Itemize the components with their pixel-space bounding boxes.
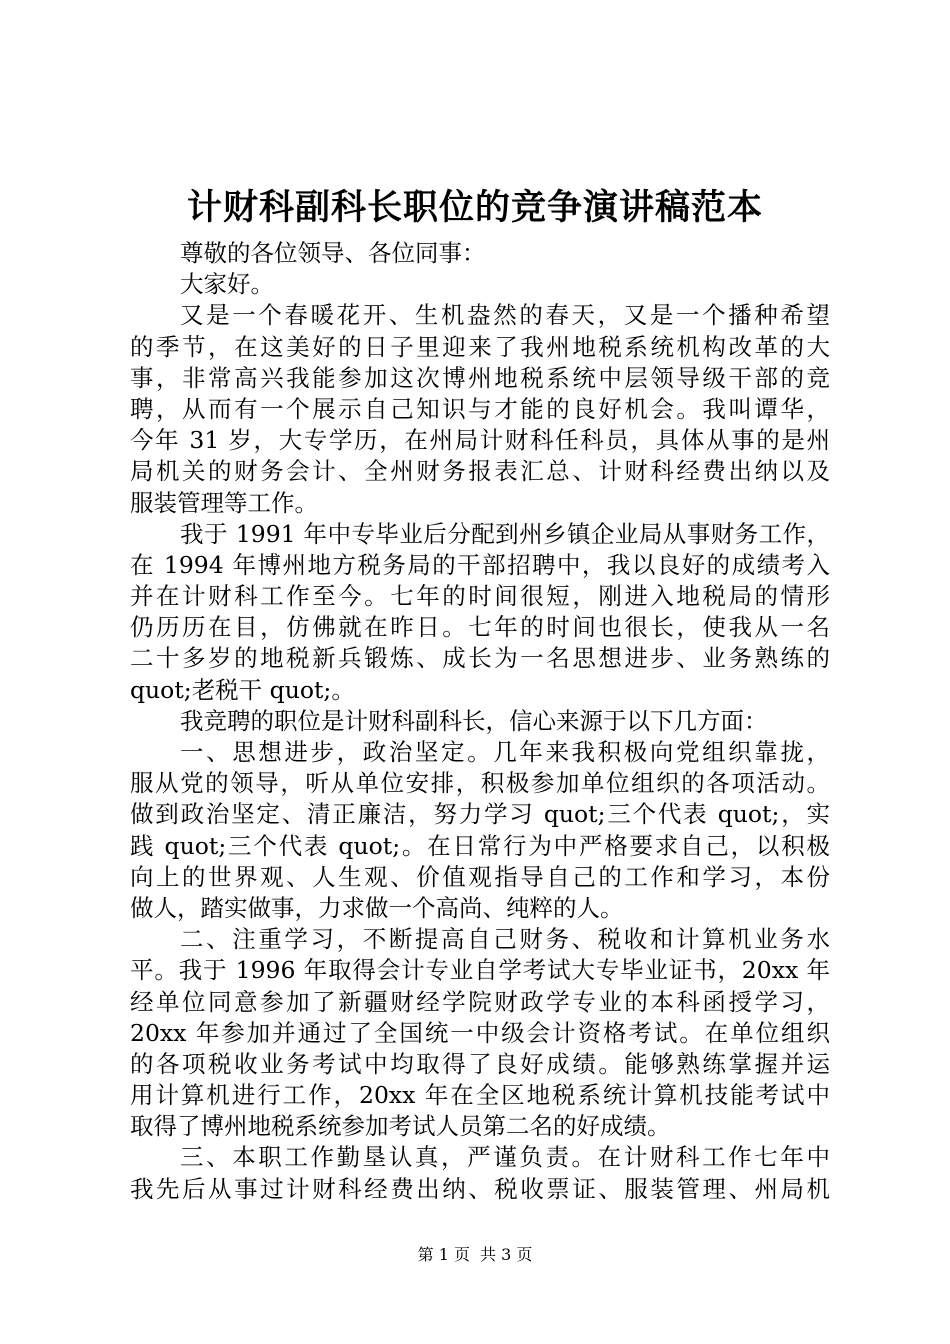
text-line: 事，非常高兴我能参加这次博州地税系统中层领导级干部的竞	[130, 363, 830, 392]
text-line: 二十多岁的地税新兵锻炼、成长为一名思想进步、业务熟练的	[130, 644, 830, 673]
text-line: 我先后从事过计财科经费出纳、税收票证、服装管理、州局机	[130, 1174, 830, 1203]
text-line: 做到政治坚定、清正廉洁，努力学习 quot;三个代表 quot;，实	[130, 800, 830, 829]
text-line: 仍历历在目，仿佛就在昨日。七年的时间也很长，使我从一名	[130, 613, 830, 642]
text-line: 聘，从而有一个展示自己知识与才能的良好机会。我叫谭华，	[130, 394, 830, 423]
text-line: 二、注重学习，不断提高自己财务、税收和计算机业务水	[180, 925, 830, 954]
text-line: quot;老税干 quot;。	[130, 675, 355, 704]
text-line: 尊敬的各位领导、各位同事：	[180, 239, 486, 267]
text-line: 今年 31 岁，大专学历，在州局计财科任科员，具体从事的是州	[130, 426, 830, 455]
text-line: 的各项税收业务考试中均取得了良好成绩。能够熟练掌握并运	[130, 1049, 830, 1078]
text-line: 20xx 年参加并通过了全国统一中级会计资格考试。在单位组织	[130, 1018, 830, 1047]
text-line: 三、本职工作勤垦认真，严谨负责。在计财科工作七年中	[180, 1143, 830, 1172]
text-line: 取得了博州地税系统参加考试人员第二名的好成绩。	[130, 1112, 671, 1141]
text-line: 服装管理等工作。	[130, 488, 318, 517]
text-line: 我于 1991 年中专毕业后分配到州乡镇企业局从事财务工作，	[180, 519, 830, 548]
text-line: 局机关的财务会计、全州财务报表汇总、计财科经费出纳以及	[130, 457, 830, 486]
text-line: 服从党的领导，听从单位安排，积极参加单位组织的各项活动。	[130, 769, 830, 798]
page-title: 计财科副科长职位的竞争演讲稿范本	[186, 187, 763, 228]
text-line: 平。我于 1996 年取得会计专业自学考试大专毕业证书，20xx 年	[130, 956, 830, 985]
text-line: 又是一个春暖花开、生机盎然的春天，又是一个播种希望	[180, 301, 830, 330]
page-total: 共 3 页	[480, 1245, 533, 1264]
document-body	[130, 238, 830, 1205]
text-line: 做人，踏实做事，力求做一个高尚、纯粹的人。	[130, 893, 624, 922]
text-line: 经单位同意参加了新疆财经学院财政学专业的本科函授学习，	[130, 987, 830, 1016]
text-line: 一、思想进步，政治坚定。几年来我积极向党组织靠拢，	[180, 738, 830, 766]
text-line: 并在计财科工作至今。七年的时间很短，刚进入地税局的情形	[130, 582, 830, 611]
text-line: 的季节，在这美好的日子里迎来了我州地税系统机构改革的大	[130, 332, 830, 361]
text-line: 大家好。	[180, 270, 274, 299]
page-number: 第 1 页	[417, 1245, 470, 1264]
page-footer	[0, 1245, 950, 1265]
text-line: 在 1994 年博州地方税务局的干部招聘中，我以良好的成绩考入	[130, 550, 830, 579]
text-line: 践 quot;三个代表 quot;。在日常行为中严格要求自己，以积极	[130, 831, 830, 860]
text-line: 我竞聘的职位是计财科副科长，信心来源于以下几方面：	[180, 706, 768, 735]
text-line: 用计算机进行工作，20xx 年在全区地税系统计算机技能考试中	[130, 1081, 830, 1110]
text-line: 向上的世界观、人生观、价值观指导自己的工作和学习，本份	[130, 862, 830, 891]
